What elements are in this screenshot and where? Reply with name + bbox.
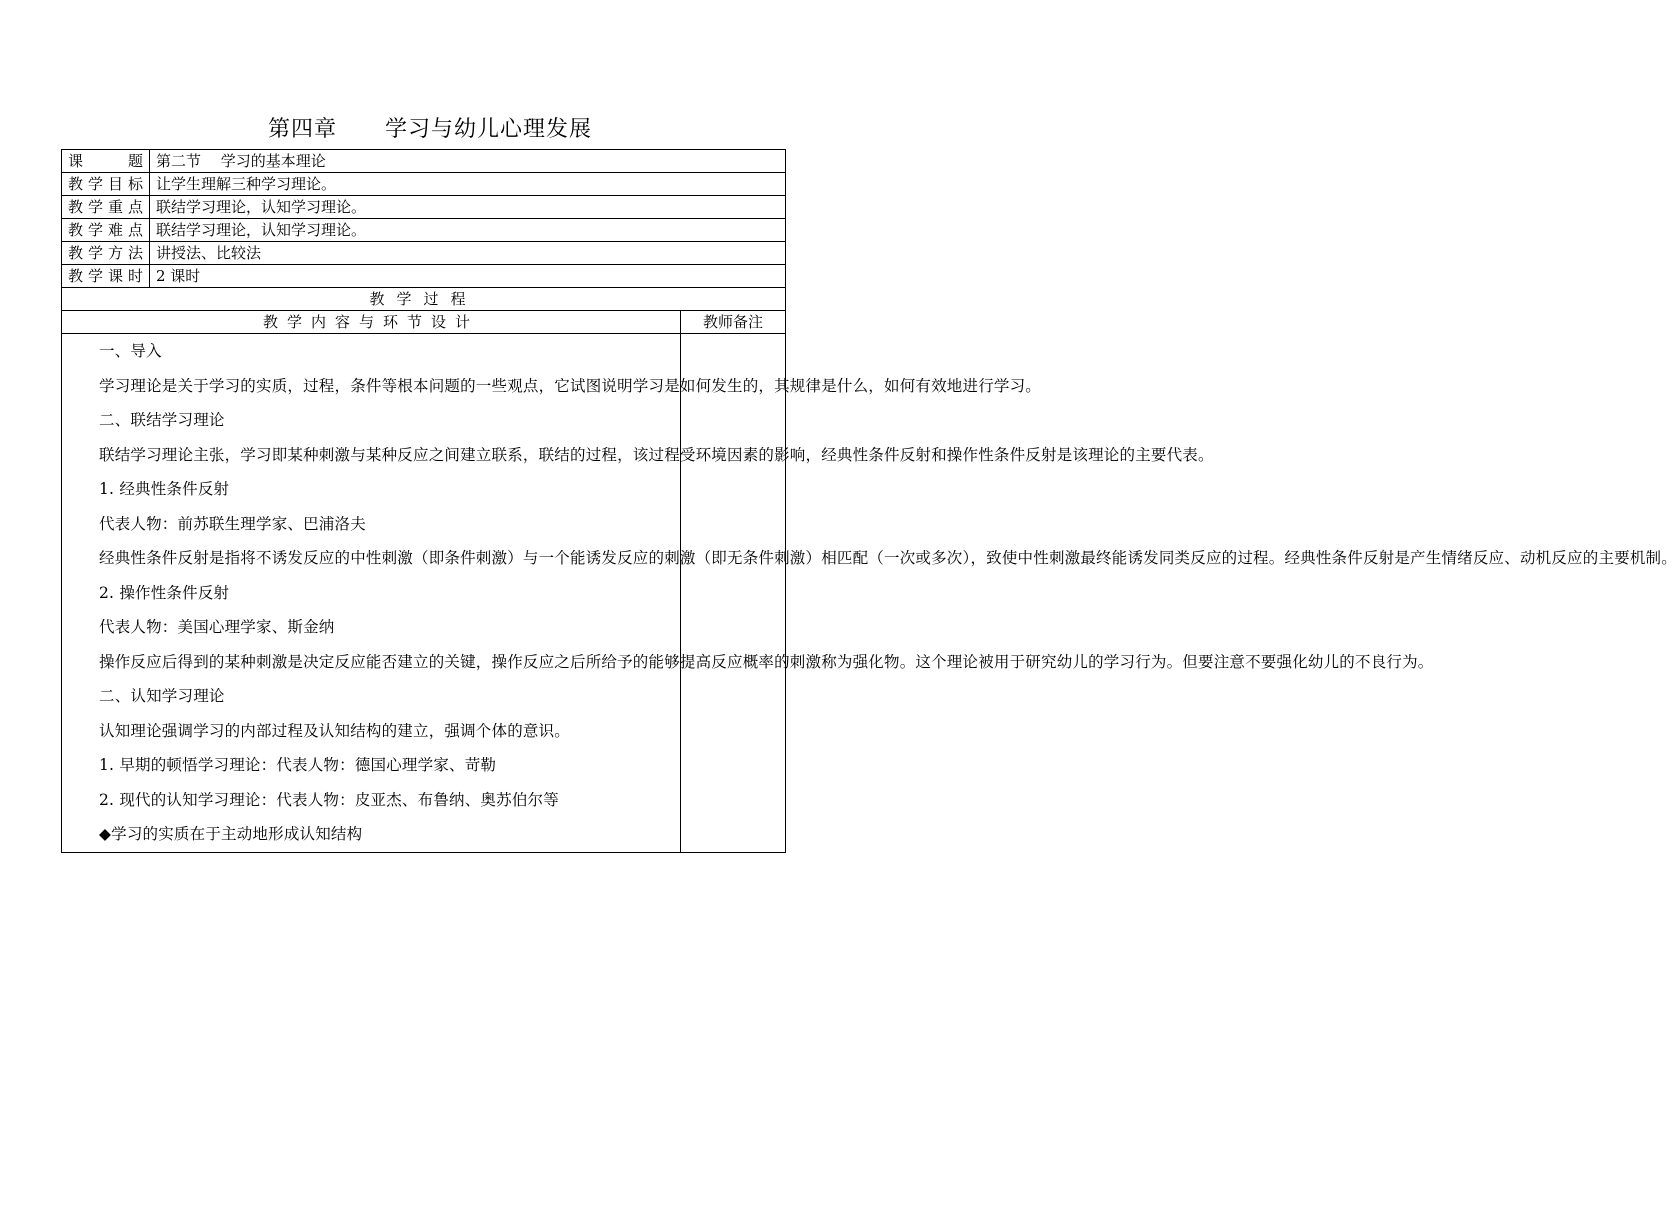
info-label: 教学目标 (62, 173, 150, 196)
lesson-plan-table (61, 149, 1677, 853)
info-row-objective (62, 173, 786, 196)
info-row-difficulties (62, 219, 786, 242)
content-paragraph: 学习理论是关于学习的实质，过程，条件等根本问题的一些观点，它试图说明学习是如何发生的，其规律是什么，如何有效地进行学习。 (99, 376, 1042, 395)
content-paragraph: 操作反应后得到的某种刺激是决定反应能否建立的关键，操作反应之后所给予的能够提高反应概率的刺激称为强化物。这个理论被用于研究幼儿的学习行为。但要注意不要强化幼儿的不良行为。 (99, 652, 1434, 671)
content-paragraph: 代表人物：前苏联生理学家、巴浦洛夫 (99, 514, 366, 533)
content-paragraph: 二、认知学习理论 (99, 687, 225, 705)
content-paragraph: ◆学习的实质在于主动地形成认知结构 (99, 825, 363, 843)
info-label: 课 题 (62, 150, 150, 173)
info-value: 让学生理解三种学习理论。 (150, 173, 786, 196)
lesson-content (62, 334, 1677, 853)
info-label: 教学重点 (62, 196, 150, 219)
content-paragraph: 二、联结学习理论 (99, 411, 225, 429)
content-paragraph: 2. 现代的认知学习理论：代表人物：皮亚杰、布鲁纳、奥苏伯尔等 (99, 790, 559, 809)
page-title (0, 112, 860, 143)
notes-header: 教师备注 (681, 311, 786, 334)
content-paragraph: 1. 经典性条件反射 (99, 480, 230, 498)
content-paragraph: 2. 操作性条件反射 (99, 583, 230, 602)
info-value: 讲授法、比较法 (150, 242, 786, 265)
content-paragraph: 经典性条件反射是指将不诱发反应的中性刺激（即条件刺激）与一个能诱发反应的刺激（即无条件刺激）相匹配（一次或多次），致使中性刺激最终能诱发同类反应的过程。经典性条件反射是产生情绪反应、动机反应的主要机制。 (99, 549, 1677, 567)
info-row-hours (62, 265, 786, 288)
teacher-notes-cell (681, 334, 786, 853)
info-label: 教学方法 (62, 242, 150, 265)
chapter-number: 第四章 (267, 117, 337, 142)
content-paragraph: 代表人物：美国心理学家、斯金纳 (99, 618, 335, 636)
info-row-topic (62, 150, 786, 173)
info-row-methods (62, 242, 786, 265)
content-paragraph: 一、导入 (99, 342, 162, 360)
process-header: 教学过程 (62, 288, 786, 311)
info-value: 联结学习理论，认知学习理论。 (150, 219, 786, 242)
content-row (62, 334, 786, 853)
content-paragraph: 联结学习理论主张，学习即某种刺激与某种反应之间建立联系，联结的过程，该过程受环境因素的影响，经典性条件反射和操作性条件反射是该理论的主要代表。 (99, 445, 1214, 464)
content-paragraph: 1. 早期的顿悟学习理论：代表人物：德国心理学家、苛勒 (99, 756, 497, 774)
section-header-row (62, 311, 786, 334)
content-header: 教学内容与环节设计 (62, 311, 681, 334)
content-paragraph: 认知理论强调学习的内部过程及认知结构的建立，强调个体的意识。 (99, 721, 571, 740)
chapter-topic: 学习与幼儿心理发展 (385, 117, 593, 142)
process-header-row (62, 288, 786, 311)
info-value: 2 课时 (150, 265, 786, 288)
info-label: 教学难点 (62, 219, 150, 242)
info-value: 联结学习理论，认知学习理论。 (150, 196, 786, 219)
info-row-key-points (62, 196, 786, 219)
info-label: 教学课时 (62, 265, 150, 288)
info-value: 第二节 学习的基本理论 (150, 150, 786, 173)
